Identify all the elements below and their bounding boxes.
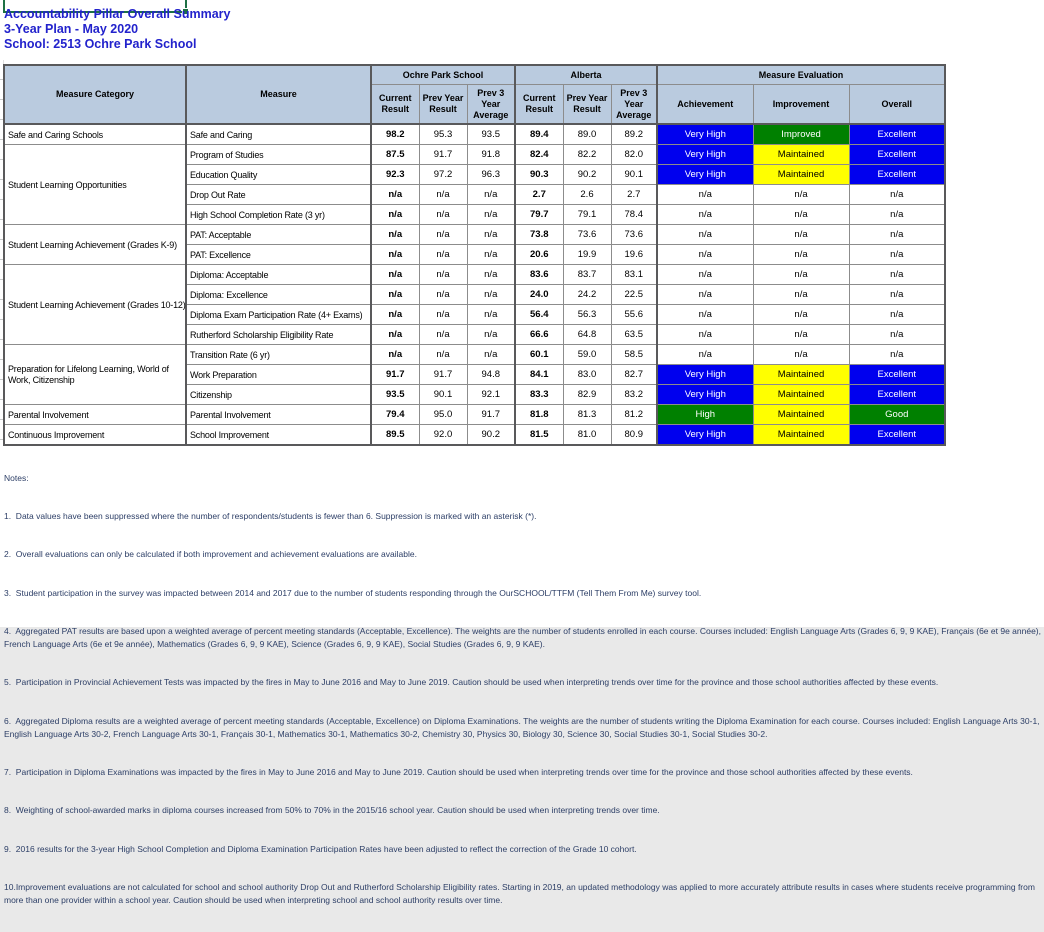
overall-cell[interactable]: n/a <box>849 225 945 245</box>
measure-category-cell[interactable]: Preparation for Lifelong Learning, World of Work, Citizenship <box>4 345 186 405</box>
school-current-cell[interactable]: 93.5 <box>371 385 419 405</box>
alberta-current-cell[interactable]: 24.0 <box>515 285 563 305</box>
achievement-cell[interactable]: n/a <box>657 325 753 345</box>
school-current-cell[interactable]: n/a <box>371 305 419 325</box>
overall-cell[interactable]: n/a <box>849 345 945 365</box>
overall-cell[interactable]: n/a <box>849 245 945 265</box>
achievement-cell[interactable]: n/a <box>657 185 753 205</box>
overall-cell[interactable]: n/a <box>849 285 945 305</box>
header-achievement: Achievement <box>657 85 753 125</box>
improvement-cell[interactable]: n/a <box>753 305 849 325</box>
alberta-avg-cell[interactable]: 2.7 <box>611 185 657 205</box>
overall-cell[interactable]: Excellent <box>849 165 945 185</box>
achievement-cell[interactable]: Very High <box>657 165 753 185</box>
school-current-cell[interactable]: n/a <box>371 205 419 225</box>
school-prev-cell[interactable]: n/a <box>419 265 467 285</box>
measure-category-cell[interactable]: Safe and Caring Schools <box>4 124 186 145</box>
measure-cell[interactable]: PAT: Acceptable <box>186 225 371 245</box>
achievement-cell[interactable]: n/a <box>657 345 753 365</box>
measure-cell[interactable]: Work Preparation <box>186 365 371 385</box>
alberta-avg-cell[interactable]: 89.2 <box>611 124 657 145</box>
measure-cell[interactable]: Diploma: Acceptable <box>186 265 371 285</box>
achievement-cell[interactable]: n/a <box>657 225 753 245</box>
school-current-cell[interactable]: 91.7 <box>371 365 419 385</box>
measure-cell[interactable]: Education Quality <box>186 165 371 185</box>
header-alberta-avg: Prev 3 Year Average <box>611 85 657 125</box>
school-avg-cell[interactable]: n/a <box>467 245 515 265</box>
header-alberta-group: Alberta <box>515 65 657 85</box>
measure-cell[interactable]: Parental Involvement <box>186 405 371 425</box>
measure-category-cell[interactable]: Continuous Improvement <box>4 425 186 446</box>
overall-cell[interactable]: n/a <box>849 185 945 205</box>
school-avg-cell[interactable]: n/a <box>467 185 515 205</box>
overall-cell[interactable]: n/a <box>849 325 945 345</box>
alberta-prev-cell[interactable]: 81.0 <box>563 425 611 446</box>
school-avg-cell[interactable]: 96.3 <box>467 165 515 185</box>
alberta-prev-cell[interactable]: 82.2 <box>563 145 611 165</box>
note-item: 3. Student participation in the survey was impacted between 2014 and 2017 due to the number of students responding through the OurSCHOOL/TTFM (Tell Them From Me) survey tool. <box>4 587 702 598</box>
overall-cell[interactable]: Good <box>849 405 945 425</box>
alberta-current-cell[interactable]: 56.4 <box>515 305 563 325</box>
alberta-current-cell[interactable]: 83.6 <box>515 265 563 285</box>
achievement-cell[interactable]: Very High <box>657 425 753 446</box>
overall-cell[interactable]: Excellent <box>849 365 945 385</box>
alberta-prev-cell[interactable]: 81.3 <box>563 405 611 425</box>
alberta-avg-cell[interactable]: 82.7 <box>611 365 657 385</box>
school-avg-cell[interactable]: n/a <box>467 305 515 325</box>
alberta-prev-cell[interactable]: 56.3 <box>563 305 611 325</box>
header-measure: Measure <box>186 65 371 124</box>
achievement-cell[interactable]: Very High <box>657 124 753 145</box>
achievement-cell[interactable]: Very High <box>657 145 753 165</box>
alberta-prev-cell[interactable]: 64.8 <box>563 325 611 345</box>
alberta-avg-cell[interactable]: 63.5 <box>611 325 657 345</box>
school-current-cell[interactable]: n/a <box>371 245 419 265</box>
measure-cell[interactable]: Drop Out Rate <box>186 185 371 205</box>
school-current-cell[interactable]: n/a <box>371 225 419 245</box>
improvement-cell[interactable]: n/a <box>753 325 849 345</box>
report-title: Accountability Pillar Overall Summary <box>4 7 231 21</box>
alberta-prev-cell[interactable]: 73.6 <box>563 225 611 245</box>
alberta-prev-cell[interactable]: 83.0 <box>563 365 611 385</box>
header-group-row <box>4 65 945 85</box>
school-avg-cell[interactable]: n/a <box>467 225 515 245</box>
school-current-cell[interactable]: n/a <box>371 325 419 345</box>
alberta-avg-cell[interactable]: 19.6 <box>611 245 657 265</box>
school-prev-cell[interactable]: n/a <box>419 225 467 245</box>
notes-heading: Notes: <box>4 472 29 483</box>
school-avg-cell[interactable]: n/a <box>467 285 515 305</box>
note-item: 2. Overall evaluations can only be calculated if both improvement and achievement evaluations are available. <box>4 549 417 560</box>
improvement-cell[interactable]: Improved <box>753 124 849 145</box>
alberta-prev-cell[interactable]: 90.2 <box>563 165 611 185</box>
school-prev-cell[interactable]: n/a <box>419 185 467 205</box>
overall-cell[interactable]: Excellent <box>849 145 945 165</box>
school-avg-cell[interactable]: 90.2 <box>467 425 515 446</box>
achievement-cell[interactable]: n/a <box>657 305 753 325</box>
school-current-cell[interactable]: n/a <box>371 265 419 285</box>
overall-cell[interactable]: n/a <box>849 205 945 225</box>
school-current-cell[interactable]: n/a <box>371 185 419 205</box>
achievement-cell[interactable]: n/a <box>657 265 753 285</box>
school-current-cell[interactable]: 89.5 <box>371 425 419 446</box>
school-prev-cell[interactable]: n/a <box>419 325 467 345</box>
header-overall: Overall <box>849 85 945 125</box>
school-current-cell[interactable]: n/a <box>371 345 419 365</box>
achievement-cell[interactable]: Very High <box>657 365 753 385</box>
school-prev-cell[interactable]: 95.3 <box>419 124 467 145</box>
table-row <box>4 124 945 145</box>
improvement-cell[interactable]: n/a <box>753 265 849 285</box>
alberta-avg-cell[interactable]: 78.4 <box>611 205 657 225</box>
accountability-summary-table <box>3 64 946 446</box>
alberta-prev-cell[interactable]: 2.6 <box>563 185 611 205</box>
alberta-current-cell[interactable]: 81.5 <box>515 425 563 446</box>
school-current-cell[interactable]: n/a <box>371 285 419 305</box>
measure-category-cell[interactable]: Parental Involvement <box>4 405 186 425</box>
measure-cell[interactable]: Diploma: Excellence <box>186 285 371 305</box>
notes-section <box>4 446 1042 932</box>
school-avg-cell[interactable]: 94.8 <box>467 365 515 385</box>
school-avg-cell[interactable]: n/a <box>467 325 515 345</box>
report-school: School: 2513 Ochre Park School <box>4 37 197 51</box>
alberta-avg-cell[interactable]: 58.5 <box>611 345 657 365</box>
school-prev-cell[interactable]: n/a <box>419 345 467 365</box>
school-prev-cell[interactable]: 95.0 <box>419 405 467 425</box>
alberta-avg-cell[interactable]: 81.2 <box>611 405 657 425</box>
improvement-cell[interactable]: Maintained <box>753 425 849 446</box>
alberta-current-cell[interactable]: 82.4 <box>515 145 563 165</box>
improvement-cell[interactable]: n/a <box>753 285 849 305</box>
note-item: 4. Aggregated PAT results are based upon a weighted average of percent meeting standards (Acceptable, Excellence). The weights are the number of students enrolled in each course. Courses included: English Language Arts (Grades 6, 9, 9 KAE), Français (6e et 9e année), French Language Arts (6e et 9e année), Mathematics (Grades 6, 9, 9 KAE), Science (Grades 6, 9, 9 KAE), Social Studies (Grades 6, 9, 9 KAE). <box>4 626 1044 649</box>
measure-cell[interactable]: Program of Studies <box>186 145 371 165</box>
table-row <box>4 225 945 245</box>
table-row <box>4 345 945 365</box>
report-subtitle: 3-Year Plan - May 2020 <box>4 22 139 36</box>
header-school-group: Ochre Park School <box>371 65 515 85</box>
improvement-cell[interactable]: n/a <box>753 245 849 265</box>
school-current-cell[interactable]: 79.4 <box>371 405 419 425</box>
alberta-current-cell[interactable]: 89.4 <box>515 124 563 145</box>
alberta-current-cell[interactable]: 84.1 <box>515 365 563 385</box>
achievement-cell[interactable]: High <box>657 405 753 425</box>
alberta-prev-cell[interactable]: 19.9 <box>563 245 611 265</box>
improvement-cell[interactable]: n/a <box>753 345 849 365</box>
alberta-prev-cell[interactable]: 79.1 <box>563 205 611 225</box>
school-avg-cell[interactable]: 92.1 <box>467 385 515 405</box>
measure-cell[interactable]: Citizenship <box>186 385 371 405</box>
note-item: 8. Weighting of school-awarded marks in diploma courses increased from 50% to 70% in the 2015/16 school year. Caution should be used when interpreting trends over time. <box>4 805 660 816</box>
improvement-cell[interactable]: n/a <box>753 205 849 225</box>
note-item: 6. Aggregated Diploma results are a weighted average of percent meeting standards (Acceptable, Excellence) on Diploma Examinations. The weights are the number of students writing the Diploma Examination for each course. Courses included: English Language Arts 30-1, English Language Arts 30-2, French Language Arts 30-1, Français 30-1, Mathematics 30-1, Mathematics 30-2, Chemistry 30, Physics 30, Biology 30, Science 30, Social Studies 30-1, Social Studies 30-2. <box>4 715 1042 739</box>
measure-category-cell[interactable]: Student Learning Opportunities <box>4 145 186 225</box>
school-avg-cell[interactable]: 93.5 <box>467 124 515 145</box>
note-item: 9. 2016 results for the 3-year High School Completion and Diploma Examination Participation Rates have been adjusted to reflect the correction of the Grade 10 cohort. <box>4 843 637 854</box>
report-titles <box>4 7 230 52</box>
table-row <box>4 145 945 165</box>
header-school-avg: Prev 3 Year Average <box>467 85 515 125</box>
achievement-cell[interactable]: Very High <box>657 385 753 405</box>
alberta-avg-cell[interactable]: 55.6 <box>611 305 657 325</box>
overall-cell[interactable]: n/a <box>849 305 945 325</box>
improvement-cell[interactable]: n/a <box>753 225 849 245</box>
header-measure-category: Measure Category <box>4 65 186 124</box>
alberta-avg-cell[interactable]: 22.5 <box>611 285 657 305</box>
alberta-avg-cell[interactable]: 80.9 <box>611 425 657 446</box>
table-row <box>4 425 945 446</box>
school-avg-cell[interactable]: n/a <box>467 345 515 365</box>
school-prev-cell[interactable]: 90.1 <box>419 385 467 405</box>
school-prev-cell[interactable]: 91.7 <box>419 145 467 165</box>
alberta-current-cell[interactable]: 90.3 <box>515 165 563 185</box>
alberta-current-cell[interactable]: 2.7 <box>515 185 563 205</box>
measure-cell[interactable]: Safe and Caring <box>186 124 371 145</box>
alberta-prev-cell[interactable]: 83.7 <box>563 265 611 285</box>
table-row <box>4 405 945 425</box>
achievement-cell[interactable]: n/a <box>657 245 753 265</box>
note-item: 5. Participation in Provincial Achievement Tests was impacted by the fires in May to June 2016 and May to June 2019. Caution should be used when interpreting trends over time for the province and those school authorities affected by these events. <box>4 677 939 688</box>
school-current-cell[interactable]: 98.2 <box>371 124 419 145</box>
measure-cell[interactable]: PAT: Excellence <box>186 245 371 265</box>
overall-cell[interactable]: Excellent <box>849 425 945 446</box>
alberta-prev-cell[interactable]: 24.2 <box>563 285 611 305</box>
overall-cell[interactable]: n/a <box>849 265 945 285</box>
improvement-cell[interactable]: n/a <box>753 185 849 205</box>
improvement-cell[interactable]: Maintained <box>753 365 849 385</box>
school-prev-cell[interactable]: n/a <box>419 285 467 305</box>
alberta-prev-cell[interactable]: 82.9 <box>563 385 611 405</box>
alberta-current-cell[interactable]: 20.6 <box>515 245 563 265</box>
alberta-current-cell[interactable]: 73.8 <box>515 225 563 245</box>
school-prev-cell[interactable]: n/a <box>419 205 467 225</box>
header-school-current: Current Result <box>371 85 419 125</box>
measure-category-cell[interactable]: Student Learning Achievement (Grades 10-12) <box>4 265 186 345</box>
table-row <box>4 265 945 285</box>
school-current-cell[interactable]: 87.5 <box>371 145 419 165</box>
improvement-cell[interactable]: Maintained <box>753 145 849 165</box>
school-avg-cell[interactable]: n/a <box>467 265 515 285</box>
measure-cell[interactable]: High School Completion Rate (3 yr) <box>186 205 371 225</box>
alberta-avg-cell[interactable]: 83.2 <box>611 385 657 405</box>
measure-cell[interactable]: School Improvement <box>186 425 371 446</box>
note-item: 7. Participation in Diploma Examinations was impacted by the fires in May to June 2016 and May to June 2019. Caution should be used when interpreting trends over time for the province and those school authorities affected by these events. <box>4 766 913 777</box>
alberta-current-cell[interactable]: 81.8 <box>515 405 563 425</box>
alberta-prev-cell[interactable]: 59.0 <box>563 345 611 365</box>
alberta-avg-cell[interactable]: 73.6 <box>611 225 657 245</box>
header-evaluation-group: Measure Evaluation <box>657 65 945 85</box>
header-alberta-current: Current Result <box>515 85 563 125</box>
school-avg-cell[interactable]: 91.7 <box>467 405 515 425</box>
improvement-cell[interactable]: Maintained <box>753 405 849 425</box>
school-avg-cell[interactable]: n/a <box>467 205 515 225</box>
school-prev-cell[interactable]: n/a <box>419 245 467 265</box>
alberta-current-cell[interactable]: 60.1 <box>515 345 563 365</box>
header-improvement: Improvement <box>753 85 849 125</box>
alberta-avg-cell[interactable]: 82.0 <box>611 145 657 165</box>
school-current-cell[interactable]: 92.3 <box>371 165 419 185</box>
note-item: 10.Improvement evaluations are not calculated for school and school authority Drop Out and Rutherford Scholarship Eligibility rates. Starting in 2019, an updated methodology was applied to more accurately attribute results in cases where students receive programming from more than one provider within a school year. Caution should be used when interpreting school and school authority results over time. <box>4 882 1038 905</box>
improvement-cell[interactable]: Maintained <box>753 165 849 185</box>
achievement-cell[interactable]: n/a <box>657 285 753 305</box>
school-prev-cell[interactable]: 97.2 <box>419 165 467 185</box>
school-prev-cell[interactable]: 91.7 <box>419 365 467 385</box>
improvement-cell[interactable]: Maintained <box>753 385 849 405</box>
alberta-current-cell[interactable]: 66.6 <box>515 325 563 345</box>
measure-cell[interactable]: Diploma Exam Participation Rate (4+ Exams) <box>186 305 371 325</box>
school-prev-cell[interactable]: n/a <box>419 305 467 325</box>
header-school-prev: Prev Year Result <box>419 85 467 125</box>
measure-category-cell[interactable]: Student Learning Achievement (Grades K-9) <box>4 225 186 265</box>
note-item: 1. Data values have been suppressed where the number of respondents/students is fewer than 6. Suppression is marked with an asterisk (*). <box>4 510 537 521</box>
header-alberta-prev: Prev Year Result <box>563 85 611 125</box>
alberta-avg-cell[interactable]: 90.1 <box>611 165 657 185</box>
overall-cell[interactable]: Excellent <box>849 124 945 145</box>
measure-cell[interactable]: Rutherford Scholarship Eligibility Rate <box>186 325 371 345</box>
school-avg-cell[interactable]: 91.8 <box>467 145 515 165</box>
alberta-current-cell[interactable]: 79.7 <box>515 205 563 225</box>
alberta-current-cell[interactable]: 83.3 <box>515 385 563 405</box>
alberta-avg-cell[interactable]: 83.1 <box>611 265 657 285</box>
school-prev-cell[interactable]: 92.0 <box>419 425 467 446</box>
overall-cell[interactable]: Excellent <box>849 385 945 405</box>
achievement-cell[interactable]: n/a <box>657 205 753 225</box>
alberta-prev-cell[interactable]: 89.0 <box>563 124 611 145</box>
measure-cell[interactable]: Transition Rate (6 yr) <box>186 345 371 365</box>
